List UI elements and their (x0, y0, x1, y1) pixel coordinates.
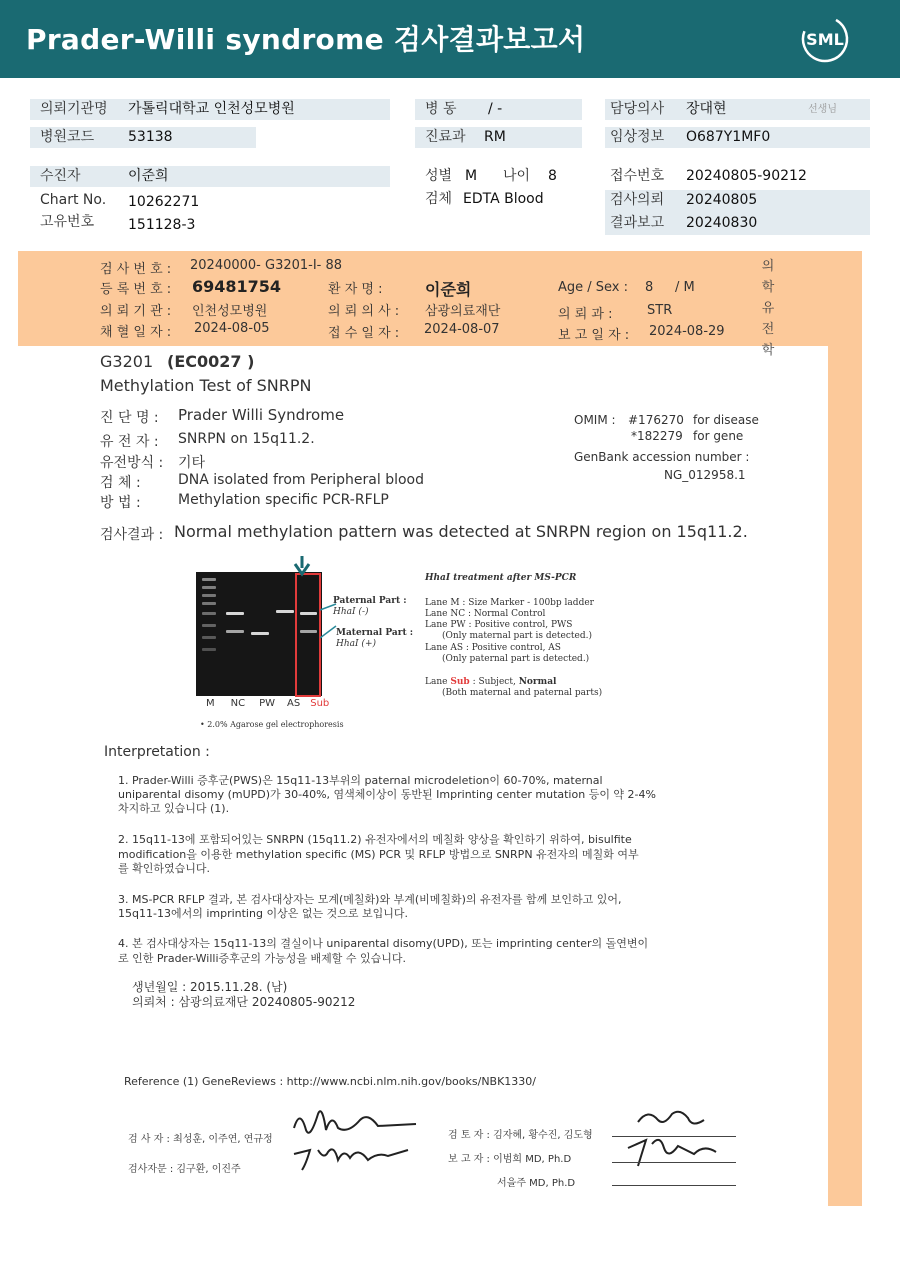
institution-value: 가톨릭대학교 인천성모병원 (128, 101, 295, 117)
inheritance-label: 유전방식 : (100, 455, 164, 471)
reviewer-signature (608, 1104, 738, 1174)
clinical-info-value: O687Y1MF0 (686, 129, 771, 145)
legend-line: Lane NC : Normal Control (425, 609, 546, 619)
dept-label-scan: 의 뢰 과 : (558, 307, 613, 322)
sex-value: M (465, 168, 478, 184)
vertical-char: 학 (761, 343, 775, 358)
diagnosis-label: 진 단 명 : (100, 410, 159, 426)
lane-labels (206, 698, 329, 709)
method-value: Methylation specific PCR-RFLP (178, 492, 389, 508)
report-header-bar (0, 0, 900, 78)
date-of-birth: 생년월일 : 2015.11.28. (남) (132, 980, 288, 994)
scan-side-band (828, 251, 862, 1206)
doctor-suffix: 선생님 (808, 104, 837, 115)
inst-label-scan: 의 뢰 기 관 : (100, 304, 172, 319)
omim-label: OMIM : (574, 413, 616, 427)
report-date-label: 결과보고 (610, 215, 665, 231)
reg-no-value: 69481754 (192, 277, 282, 296)
department-vertical-label (760, 256, 776, 361)
chart-no-label: Chart No. (40, 192, 107, 208)
legend-sub-lane: Sub (450, 677, 470, 687)
unique-no-value: 151128-3 (128, 217, 196, 233)
test-code: G3201 (100, 352, 154, 371)
vertical-char: 전 (761, 322, 775, 337)
age-scan: 8 (645, 280, 654, 295)
sml-logo (800, 14, 850, 64)
institution-label: 의뢰기관명 (40, 101, 108, 117)
legend-subject (425, 677, 556, 687)
patient-name-label: 수진자 (40, 168, 81, 184)
omim-disease-for: for disease (693, 413, 759, 427)
req-doctor-label: 의 뢰 의 사 : (328, 304, 400, 319)
inheritance-value: 기타 (178, 455, 206, 471)
omim-gene: *182279 (631, 429, 683, 443)
report-title: Prader-Willi syndrome 검사결과보고서 (26, 23, 586, 56)
gene-value: SNRPN on 15q11.2. (178, 431, 315, 447)
legend-line: (Only maternal part is detected.) (442, 631, 592, 641)
patient-name-row (30, 166, 390, 187)
interp-p2-line: 2. 15q11-13에 포함되어있는 SNRPN (15q11.2) 유전자에서의 메칠화 양상을 확인하기 위하여, bisulfite (118, 833, 632, 846)
patient-name-value: 이준희 (128, 168, 169, 184)
dna-specimen-label: 검 체 : (100, 475, 141, 491)
interp-p1-line: 차지하고 있습니다 (1). (118, 802, 230, 815)
interp-p1-line: uniparental disomy (mUPD)가 30-40%, 염색체이상이 동반된 Imprinting center mutation 등이 약 2-4% (118, 788, 656, 801)
arrow-down-icon (292, 556, 312, 578)
reference: Reference (1) GeneReviews : http://www.ncbi.nlm.nih.gov/books/NBK1330/ (124, 1075, 537, 1088)
legend-sub-rest: : Subject, (472, 677, 516, 687)
unique-no-label: 고유번호 (40, 214, 95, 230)
lane-pw: PW (259, 698, 276, 709)
legend-line: Lane AS : Positive control, AS (425, 643, 561, 653)
signature-line (612, 1162, 736, 1163)
paternal-part-label: Paternal Part : (333, 596, 407, 606)
logo-text: SML (806, 30, 844, 49)
test-name: Methylation Test of SNRPN (100, 376, 312, 395)
report-date-value: 20240830 (686, 215, 758, 231)
gene-label: 유 전 자 : (100, 434, 159, 450)
clinical-info-label: 임상정보 (610, 129, 665, 145)
genbank-label: GenBank accession number : (574, 450, 750, 464)
age-sex-label: Age / Sex : (558, 280, 629, 295)
receive-label: 접 수 일 자 : (328, 326, 400, 341)
doctor-value: 장대현 (686, 101, 727, 117)
age-label: 나이 (503, 168, 531, 184)
omim-disease: #176270 (628, 413, 684, 427)
vertical-char: 학 (761, 280, 775, 295)
legend-line: Lane PW : Positive control, PWS (425, 620, 573, 630)
lane-sub: Sub (310, 698, 330, 709)
req-doctor-value: 삼광의료재단 (425, 304, 501, 319)
maternal-enzyme: HhaI (+) (336, 639, 376, 649)
legend-sub-normal: Normal (518, 677, 557, 687)
signature-line (612, 1185, 736, 1186)
diagnosis-value: Prader Willi Syndrome (178, 406, 345, 424)
doctor-label: 담당의사 (610, 101, 665, 117)
genbank-value: NG_012958.1 (664, 468, 746, 482)
referrer: 의뢰처 : 삼광의료재단 20240805-90212 (132, 995, 356, 1009)
collect-value: 2024-08-05 (194, 321, 270, 336)
maternal-part-label: Maternal Part : (336, 628, 414, 638)
lane-as: AS (287, 698, 301, 709)
method-label: 방 법 : (100, 495, 141, 511)
gel-caption: • 2.0% Agarose gel electrophoresis (200, 720, 344, 729)
legend-sub-prefix: Lane (425, 677, 448, 687)
reviewer: 검 토 자 : 김자혜, 황수진, 김도형 (448, 1130, 593, 1141)
legend-line: Lane M : Size Marker - 100bp ladder (425, 598, 594, 608)
omim-gene-for: for gene (693, 429, 744, 443)
report-date-label-scan: 보 고 일 자 : (558, 328, 630, 343)
ward-value: / - (488, 101, 503, 117)
chart-no-value: 10262271 (128, 194, 200, 210)
patient-value-scan: 이준희 (425, 280, 472, 299)
interp-p2-line: modification을 이용한 methylation specific (MS) PCR 및 RFLP 방법으로 SNRPN 유전자의 메칠화 여부 (118, 848, 639, 861)
lane-nc: NC (230, 698, 246, 709)
specimen-label: 검체 (425, 191, 453, 207)
test-ec: (EC0027 ) (167, 352, 255, 371)
paternal-enzyme: HhaI (-) (333, 607, 369, 617)
legend-title: HhaI treatment after MS-PCR (425, 573, 577, 583)
hospital-code-value: 53138 (128, 129, 173, 145)
dept-value-scan: STR (647, 303, 673, 318)
examiner: 검 사 자 : 최성훈, 이주연, 연규정 (128, 1134, 273, 1145)
receive-value: 2024-08-07 (424, 322, 500, 337)
department-label: 진료과 (425, 129, 466, 145)
sex-label: 성별 (425, 168, 453, 184)
test-no-label: 검 사 번 호 : (100, 262, 172, 277)
receipt-no-label: 접수번호 (610, 168, 665, 184)
legend-sub-note: (Both maternal and paternal parts) (442, 688, 603, 698)
reg-no-label: 등 록 번 호 : (100, 282, 172, 297)
specimen-value: EDTA Blood (463, 191, 544, 207)
result-label: 검사결과 : (100, 527, 164, 543)
legend-line: (Only paternal part is detected.) (442, 654, 590, 664)
interpretation-title: Interpretation : (104, 744, 210, 760)
inst-value-scan: 인천성모병원 (192, 304, 268, 319)
reporter-2: 서을주 MD, Ph.D (497, 1178, 576, 1189)
signature-line (612, 1136, 736, 1137)
interp-p4-line: 4. 본 검사대상자는 15q11-13의 결실이나 uniparental disomy(UPD), 또는 imprinting center의 돌연변이 (118, 937, 649, 950)
receipt-no-value: 20240805-90212 (686, 168, 807, 184)
sex-scan: / M (675, 280, 695, 295)
ward-label: 병 동 (425, 101, 457, 117)
result-text: Normal methylation pattern was detected at SNRPN region on 15q11.2. (174, 522, 748, 541)
report-date-value-scan: 2024-08-29 (649, 324, 725, 339)
interp-p3-line: 15q11-13에서의 imprinting 이상은 없는 것으로 보입니다. (118, 907, 408, 920)
dna-specimen-value: DNA isolated from Peripheral blood (178, 472, 425, 488)
lane-m: M (206, 698, 215, 709)
vertical-char: 유 (761, 301, 775, 316)
interp-p1-line: 1. Prader-Willi 증후군(PWS)은 15q11-13부위의 paternal microdeletion이 60-70%, maternal (118, 774, 603, 787)
examiner-signature (288, 1100, 428, 1175)
collect-label: 채 혈 일 자 : (100, 325, 172, 340)
department-value: RM (484, 129, 506, 145)
interp-p2-line: 를 확인하였습니다. (118, 862, 211, 875)
reporter: 보 고 자 : 이범희 MD, Ph.D (448, 1154, 572, 1165)
test-no-value: 20240000- G3201-I- 88 (190, 258, 343, 273)
age-value: 8 (548, 168, 557, 184)
advisor: 검사자문 : 김구환, 이진주 (128, 1164, 241, 1175)
vertical-char: 의 (761, 259, 775, 274)
interp-p3-line: 3. MS-PCR RFLP 결과, 본 검사대상자는 모계(메칠화)와 부계(비메칠화)의 유전자를 함께 보인하고 있어, (118, 893, 622, 906)
hospital-code-label: 병원코드 (40, 129, 95, 145)
request-date-label: 검사의뢰 (610, 192, 665, 208)
request-date-value: 20240805 (686, 192, 758, 208)
interp-p4-line: 로 인한 Prader-Willi증후군의 가능성을 배제할 수 있습니다. (118, 952, 407, 965)
patient-label-scan: 환 자 명 : (328, 282, 383, 297)
